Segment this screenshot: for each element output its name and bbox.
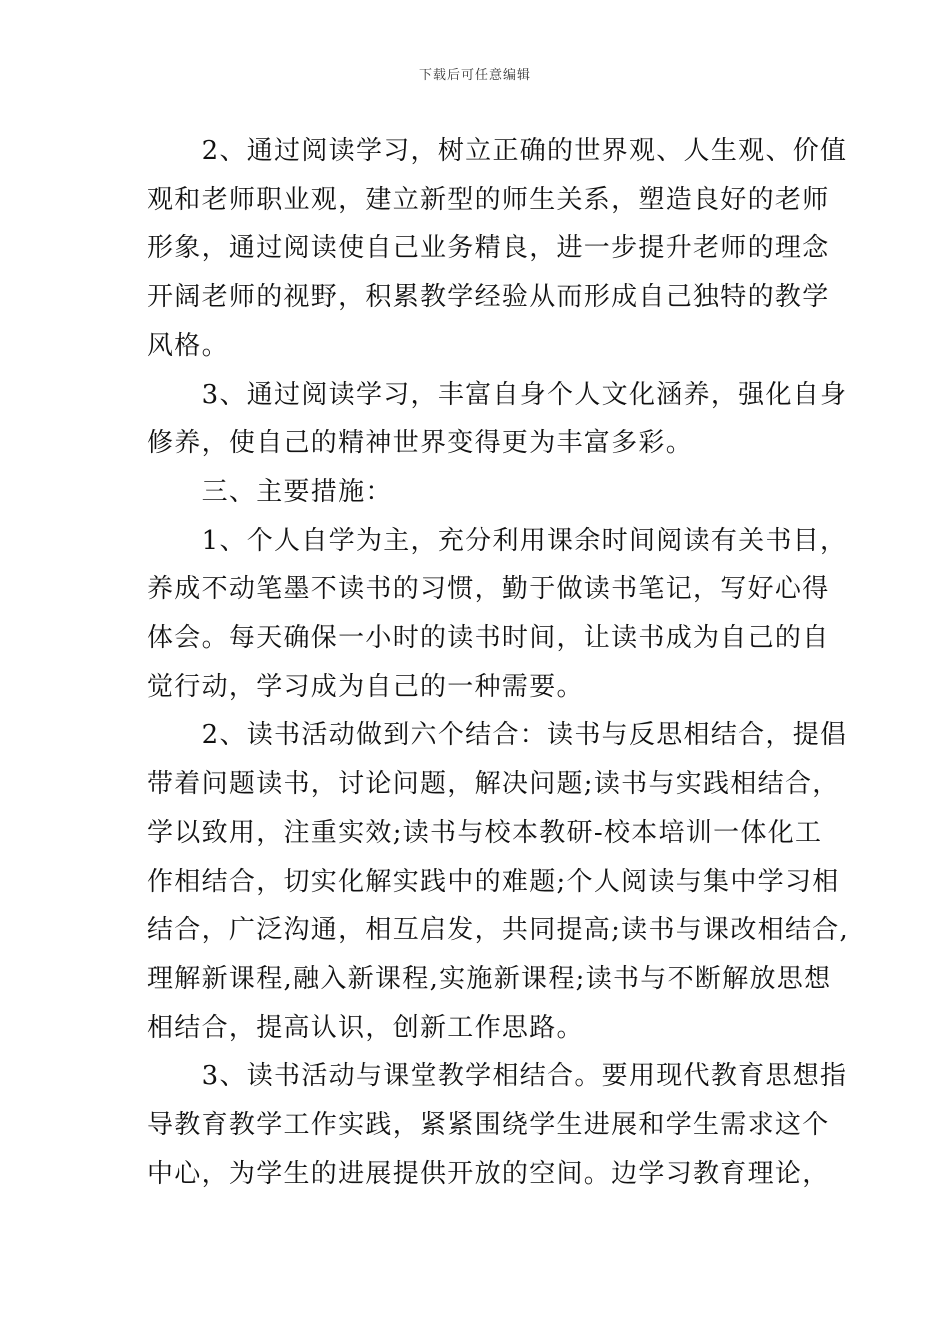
text-line: 体会。每天确保一小时的读书时间，让读书成为自己的自 — [147, 623, 830, 654]
text-line: 理解新课程,融入新课程,实施新课程;读书与不断解放思想 — [147, 963, 832, 994]
text-line: 1、个人自学为主，充分利用课余时间阅读有关书目， — [147, 525, 848, 556]
text-line: 学以致用，注重实效;读书与校本教研-校本培训一体化工 — [147, 817, 823, 848]
text-line: 3、读书活动与课堂教学相结合。要用现代教育思想指 — [147, 1061, 848, 1092]
text-line: 3、通过阅读学习，丰富自身个人文化涵养，强化自身 — [147, 379, 848, 410]
text-line: 中心，为学生的进展提供开放的空间。边学习教育理论， — [147, 1158, 830, 1189]
text-line: 风格。 — [147, 330, 229, 361]
text-line: 带着问题读书，讨论问题，解决问题;读书与实践相结合， — [147, 769, 840, 800]
text-line: 2、读书活动做到六个结合：读书与反思相结合，提倡 — [147, 720, 848, 751]
text-line: 形象，通过阅读使自己业务精良，进一步提升老师的理念 — [147, 233, 830, 264]
page-header: 下载后可任意编辑 — [418, 68, 531, 83]
text-line: 2、通过阅读学习，树立正确的世界观、人生观、价值 — [147, 136, 848, 166]
text-line: 开阔老师的视野，积累教学经验从而形成自己独特的教学 — [147, 282, 830, 313]
text-line: 养成不动笔墨不读书的习惯，勤于做读书笔记，写好心得 — [147, 574, 830, 605]
text-line: 作相结合，切实化解实践中的难题;个人阅读与集中学习相 — [147, 866, 840, 897]
section-heading: 三、主要措施： — [147, 476, 393, 507]
text-line: 觉行动，学习成为自己的一种需要。 — [147, 671, 584, 702]
body-text — [147, 127, 850, 1198]
text-line: 导教育教学工作实践，紧紧围绕学生进展和学生需求这个 — [147, 1110, 830, 1141]
text-line: 结合，广泛沟通，相互启发，共同提高;读书与课改相结合, — [147, 915, 850, 946]
text-line: 相结合，提高认识，创新工作思路。 — [147, 1012, 584, 1043]
text-line: 观和老师职业观，建立新型的师生关系，塑造良好的老师 — [147, 184, 830, 215]
text-line: 修养，使自己的精神世界变得更为丰富多彩。 — [147, 428, 694, 459]
